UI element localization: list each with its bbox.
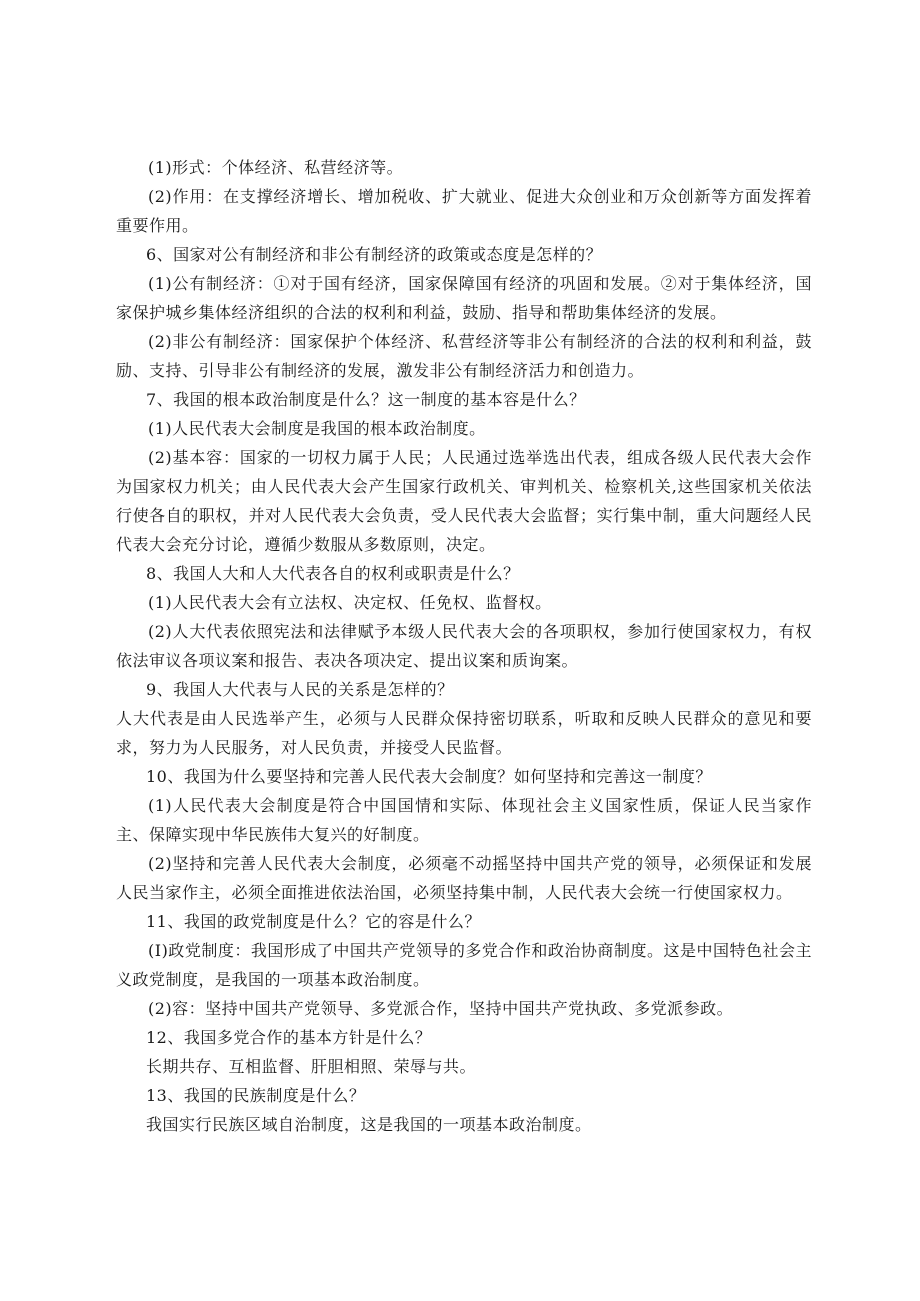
question-heading: 8、我国人大和人大代表各自的权利或职责是什么？ <box>146 564 520 583</box>
question-heading: 9、我国人大代表与人民的关系是怎样的？ <box>146 680 454 699</box>
question-heading: 12、我国多党合作的基本方针是什么？ <box>146 1028 432 1047</box>
document-body <box>116 153 812 1139</box>
question-heading: 7、我国的根本政治制度是什么？这一制度的基本容是什么？ <box>146 390 586 409</box>
answer-paragraph: 我国实行民族区域自治制度，这是我国的一项基本政治制度。 <box>146 1115 592 1134</box>
answer-paragraph: (2)作用：在支撑经济增长、增加税收、扩大就业、促进大众创业和万众创新等方面发挥着重要作用。 <box>116 187 812 235</box>
answer-paragraph: (1)公有制经济：①对于国有经济，国家保障国有经济的巩固和发展。②对于集体经济，国家保护城乡集体经济组织的合法的权利和利益，鼓励、指导和帮助集体经济的发展。 <box>116 274 812 322</box>
answer-paragraph: (2)基本容：国家的一切权力属于人民；人民通过选举选出代表，组成各级人民代表大会作为国家权力机关；由人民代表大会产生国家行政机关、审判机关、检察机关,这些国家机关依法行使各自的职权，并对人民代表大会负责，受人民代表大会监督；实行集中制，重大问题经人民代表大会充分讨论，遵循少数服从多数原则，决定。 <box>116 448 812 554</box>
answer-paragraph: (1)人民代表大会制度是我国的根本政治制度。 <box>148 419 486 438</box>
question-heading: 10、我国为什么要坚持和完善人民代表大会制度？如何坚持和完善这一制度？ <box>146 767 712 786</box>
answer-paragraph: (2)容：坚持中国共产党领导、多党派合作，坚持中国共产党执政、多党派参政。 <box>148 999 734 1018</box>
answer-paragraph: (2)非公有制经济：国家保护个体经济、私营经济等非公有制经济的合法的权利和利益，鼓励、支持、引导非公有制经济的发展，激发非公有制经济活力和创造力。 <box>116 332 812 380</box>
answer-paragraph: 人大代表是由人民选举产生，必须与人民群众保持密切联系，听取和反映人民群众的意见和要求，努力为人民服务，对人民负责，并接受人民监督。 <box>116 709 812 757</box>
answer-paragraph: (1)形式：个体经济、私营经济等。 <box>148 158 404 177</box>
answer-paragraph: (2)坚持和完善人民代表大会制度，必须毫不动摇坚持中国共产党的领导，必须保证和发展人民当家作主，必须全面推进依法治国，必须坚持集中制，人民代表大会统一行使国家权力。 <box>116 854 812 902</box>
question-heading: 13、我国的民族制度是什么？ <box>146 1086 366 1105</box>
answer-paragraph: (2)人大代表依照宪法和法律赋予本级人民代表大会的各项职权，参加行使国家权力，有权依法审议各项议案和报告、表决各项决定、提出议案和质询案。 <box>116 622 812 670</box>
answer-paragraph: (1)人民代表大会有立法权、决定权、任免权、监督权。 <box>148 593 552 612</box>
question-heading: 11、我国的政党制度是什么？它的容是什么？ <box>146 912 481 931</box>
answer-paragraph: 长期共存、互相监督、肝胆相照、荣辱与共。 <box>146 1057 477 1076</box>
answer-paragraph: (I)政党制度：我国形成了中国共产党领导的多党合作和政治协商制度。这是中国特色社会主义政党制度，是我国的一项基本政治制度。 <box>116 941 812 989</box>
question-heading: 6、国家对公有制经济和非公有制经济的政策或态度是怎样的？ <box>146 245 603 264</box>
answer-paragraph: (1)人民代表大会制度是符合中国国情和实际、体现社会主义国家性质，保证人民当家作主、保障实现中华民族伟大复兴的好制度。 <box>116 796 812 844</box>
